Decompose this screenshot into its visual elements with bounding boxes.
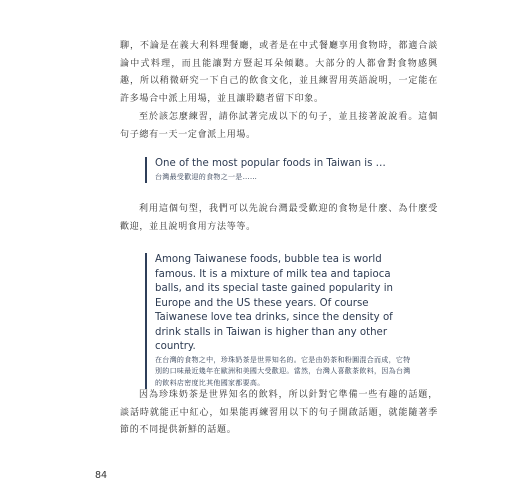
paragraph-bubble-tea: 因為珍珠奶茶是世界知名的飲料，所以針對它準備一些有趣的話題，談話時就能正中紅心，如果能再練習用以下的句子開啟話題，就能隨著季節的不同提供新鮮的話題。 (120, 390, 438, 435)
example-sentence-box (145, 157, 390, 183)
example-passage-chinese: 在台灣的食物之中，珍珠奶茶是世界知名的。它是由奶茶和粉圓混合而成，它特別的口味最近幾年在歐洲和美國大受歡迎。當然，台灣人喜歡茶飲料，因為台灣的飲料店密度比其他國家都要高。 (155, 355, 411, 387)
paragraph-pattern: 利用這個句型，我們可以先說台灣最受歡迎的食物是什麼、為什麼受歡迎，並且說明食用方法等等。 (120, 204, 438, 232)
example-passage-box (145, 253, 413, 389)
example-sentence-english: One of the most popular foods in Taiwan is … (155, 158, 386, 169)
page-number: 84 (95, 470, 108, 481)
paragraph-intro: 聊，不論是在義大利料理餐廳，或者是在中式餐廳享用食物時，都適合談論中式料理，而且能讓對方豎起耳朵傾聽。大部分的人都會對食物感興趣，所以稍微研究一下自己的飲食文化，並且練習用英語說明，一定能在許多場合中派上用場，並且讓聆聽者留下印象。 (120, 41, 438, 104)
example-sentence-chinese: 台灣最受歡迎的食物之一是…… (155, 172, 258, 181)
paragraph-practice: 至於該怎麼練習，請你試著完成以下的句子，並且接著說說看。這個句子總有一天一定會派上用場。 (120, 112, 438, 140)
example-passage-english: Among Taiwanese foods, bubble tea is world famous. It is a mixture of milk tea and tapioca balls, and its special taste gained popularity in Europe and the US these years. Of course Taiwanese love tea drinks, since the density of drink stalls in Taiwan is higher than any other country. (155, 254, 393, 352)
